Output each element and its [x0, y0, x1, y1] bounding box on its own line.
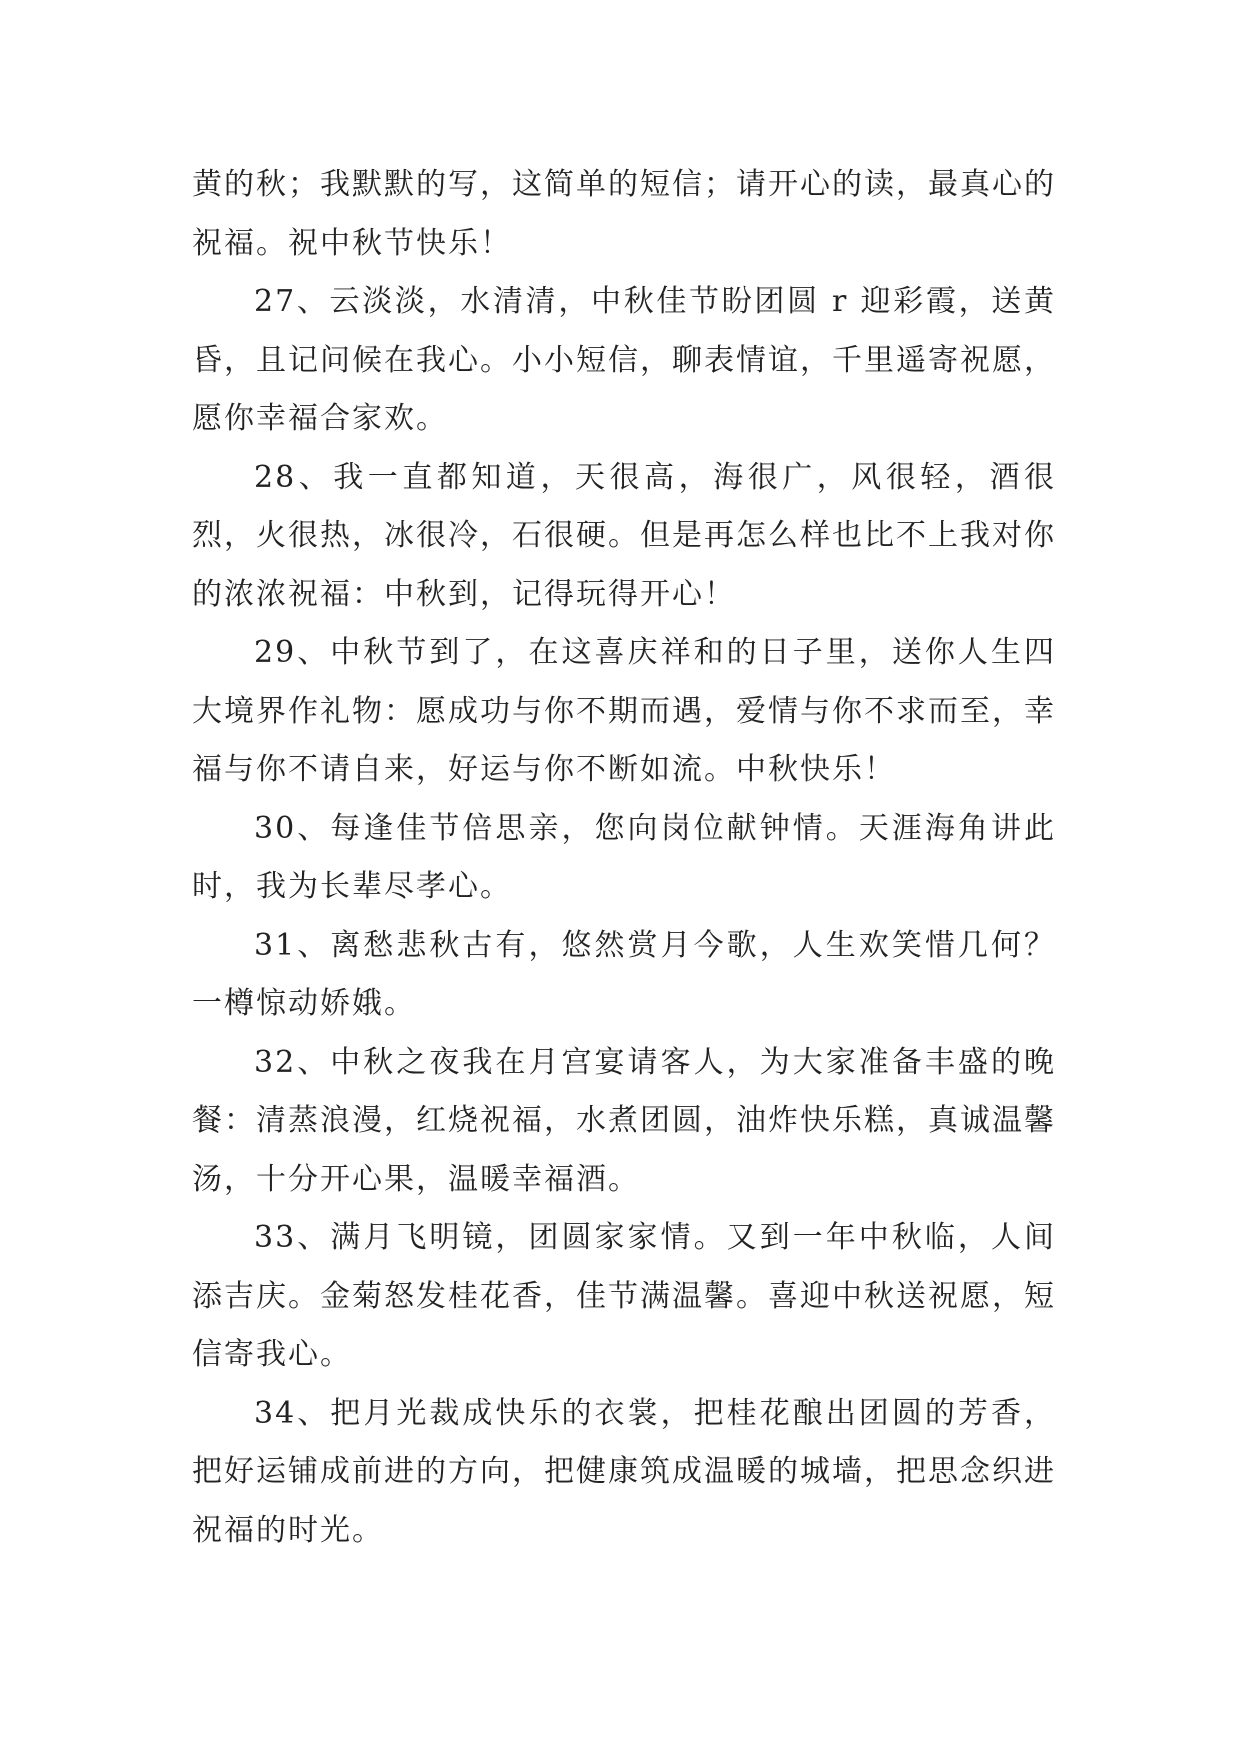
document-body [192, 156, 1056, 1560]
paragraph-32: 32、中秋之夜我在月宫宴请客人，为大家准备丰盛的晚餐：清蒸浪漫，红烧祝福，水煮团圆，油炸快乐糕，真诚温馨汤，十分开心果，温暖幸福酒。 [192, 1044, 1056, 1197]
paragraph-34: 34、把月光裁成快乐的衣裳，把桂花酿出团圆的芳香，把好运铺成前进的方向，把健康筑成温暖的城墙，把思念织进祝福的时光。 [192, 1395, 1056, 1548]
paragraph-29: 29、中秋节到了，在这喜庆祥和的日子里，送你人生四大境界作礼物：愿成功与你不期而遇，爱情与你不求而至，幸福与你不请自来，好运与你不断如流。中秋快乐！ [192, 635, 1056, 787]
paragraph-28: 28、我一直都知道，天很高，海很广，风很轻，酒很烈，火很热，冰很冷，石很硬。但是再怎么样也比不上我对你的浓浓祝福：中秋到，记得玩得开心！ [192, 459, 1056, 612]
paragraph-30: 30、每逢佳节倍思亲，您向岗位献钟情。天涯海角讲此时，我为长辈尽孝心。 [192, 810, 1056, 904]
paragraph-31: 31、离愁悲秋古有，悠然赏月今歌，人生欢笑惜几何？一樽惊动娇娥。 [192, 927, 1056, 1021]
paragraph-27: 27、云淡淡，水清清，中秋佳节盼团圆 r 迎彩霞，送黄昏，且记问候在我心。小小短信，聊表情谊，千里遥寄祝愿，愿你幸福合家欢。 [192, 284, 1056, 436]
paragraph-33: 33、满月飞明镜，团圆家家情。又到一年中秋临，人间添吉庆。金菊怒发桂花香，佳节满温馨。喜迎中秋送祝愿，短信寄我心。 [192, 1220, 1056, 1372]
paragraph-continuation: 黄的秋；我默默的写，这简单的短信；请开心的读，最真心的祝福。祝中秋节快乐！ [192, 167, 1056, 261]
